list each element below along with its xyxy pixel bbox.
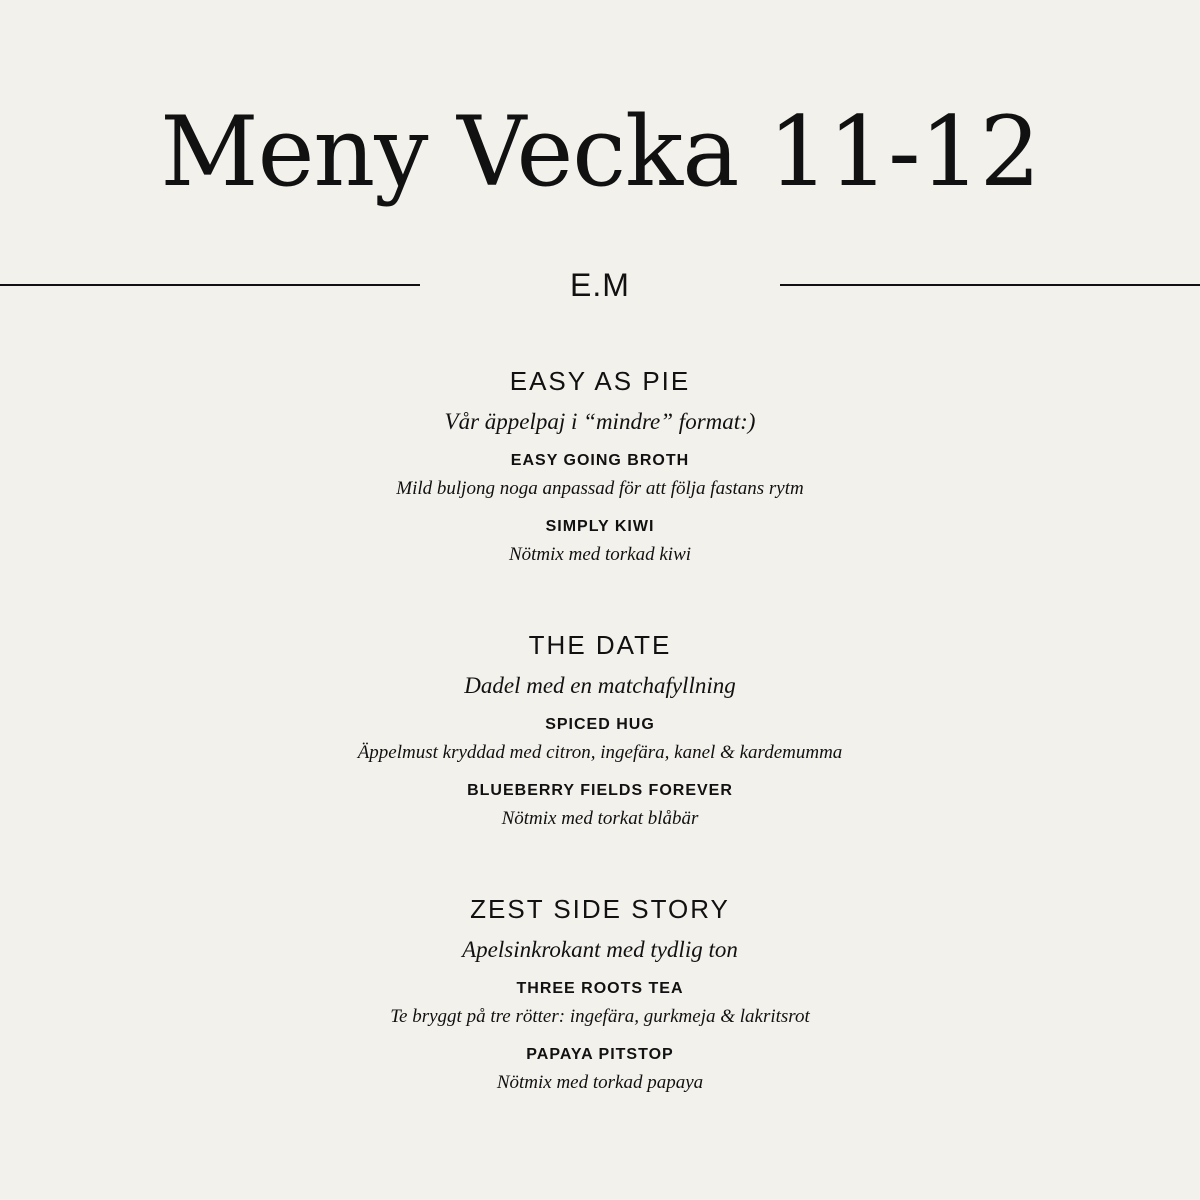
menu-item-name: SIMPLY KIWI	[545, 518, 655, 535]
menu-item-description: Te bryggt på tre rötter: ingefära, gurkmeja & lakritsrot	[390, 1006, 810, 1027]
divider-left	[0, 284, 420, 286]
divider-right	[780, 284, 1200, 286]
menu-section-easy-as-pie	[0, 365, 1200, 567]
menu-item-name: BLUEBERRY FIELDS FOREVER	[467, 782, 733, 799]
section-title: ZEST SIDE STORY	[470, 894, 730, 924]
section-title: THE DATE	[528, 630, 672, 660]
section-title: EASY AS PIE	[509, 366, 691, 396]
section-subtitle: Vår äppelpaj i “mindre” format:)	[444, 409, 756, 434]
menu-item-description: Äppelmust kryddad med citron, ingefära, kanel & kardemumma	[357, 742, 843, 763]
menu-section-zest-side-story	[0, 893, 1200, 1095]
menu-item-name: PAPAYA PITSTOP	[526, 1046, 674, 1063]
section-subtitle: Apelsinkrokant med tydlig ton	[462, 937, 738, 962]
menu-item-description: Nötmix med torkad papaya	[496, 1072, 704, 1093]
menu-item-name: THREE ROOTS TEA	[516, 980, 684, 997]
page-title: Meny Vecka 11-12	[160, 96, 1040, 208]
menu-item-name: EASY GOING BROTH	[510, 452, 690, 469]
menu-item-description: Nötmix med torkat blåbär	[501, 808, 699, 829]
section-subtitle: Dadel med en matchafyllning	[464, 673, 736, 698]
menu-section-the-date	[0, 629, 1200, 831]
menu-item-description: Mild buljong noga anpassad för att följa fastans rytm	[396, 478, 804, 499]
menu-item-description: Nötmix med torkad kiwi	[508, 544, 692, 565]
brand-mark: E.M	[570, 267, 630, 303]
menu-item-name: SPICED HUG	[545, 716, 655, 733]
